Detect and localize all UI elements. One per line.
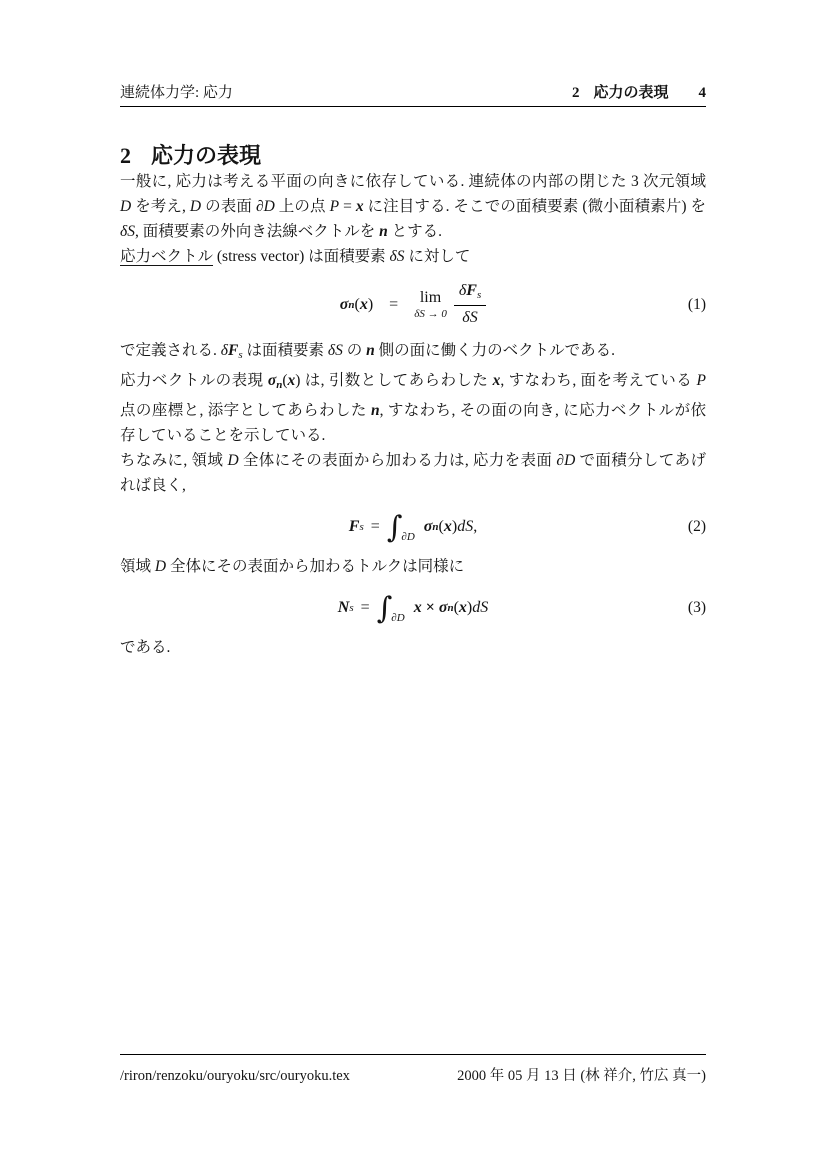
x-vector-arg: x (458, 599, 467, 617)
equation-3 (120, 591, 706, 625)
text-segment: に対して (404, 248, 471, 265)
footer-file-path: /riron/renzoku/ouryoku/src/ouryoku.tex (120, 1068, 350, 1084)
sigma-subscript-n: n (447, 602, 454, 615)
text-segment: 側の面に働く力のベクトルである. (374, 342, 615, 360)
fraction-numerator (454, 281, 486, 306)
integral-sign: ∫ (376, 591, 393, 627)
text-segment: で面積分してあげれば良く, (120, 452, 706, 495)
text-segment: (stress vector) は面積要素 (213, 248, 390, 265)
paragraph-def-continued (120, 338, 706, 368)
text-segment: x (287, 372, 296, 390)
text-segment: 上の点 (274, 198, 330, 215)
text-segment: , すなわち, その面の向き, に応力ベクトルが依存していることを示している. (120, 402, 706, 445)
text-segment: の (342, 342, 367, 360)
text-segment: 全体にその表面から加わるトルクは同様に (166, 558, 465, 576)
text-segment: ちなみに, 領域 (120, 452, 228, 470)
text-segment: 点の座標と, 添字としてあらわした (120, 402, 372, 420)
text-segment: δS (327, 342, 343, 360)
page-content (120, 84, 706, 660)
text-segment: D (227, 452, 239, 470)
text-segment: ∂D (556, 452, 576, 470)
text-segment: n (371, 402, 380, 420)
text-segment: , すなわち, 面を考えている (500, 372, 697, 390)
text-segment: D (154, 558, 167, 576)
equation-3-number: (3) (687, 599, 706, 617)
paragraph-notation-explanation (120, 368, 706, 448)
section-heading (120, 143, 706, 169)
equals-sign: = (360, 599, 370, 617)
lim-label: lim (419, 288, 442, 306)
dS-differential: dS (472, 599, 489, 617)
text-segment: x (492, 372, 501, 390)
text-segment: を考え, (131, 198, 190, 215)
cross-product-sign: × (425, 599, 435, 617)
integral-domain-boundary-D: ∂D (401, 531, 415, 544)
left-paren: ( (354, 295, 360, 313)
text-segment: σ (267, 372, 277, 390)
text-segment: の表面 (201, 198, 256, 215)
sigma-symbol: σ (438, 599, 448, 617)
left-paren: ( (453, 599, 459, 617)
right-paren: ) (466, 599, 473, 617)
text-segment: n (379, 223, 388, 240)
text-segment: , 面積要素の外向き法線ベクトルを (134, 223, 380, 240)
text-segment: 3 (631, 173, 639, 190)
text-segment: は, 引数としてあらわした (300, 372, 493, 390)
delta-S: δS (462, 308, 478, 326)
text-segment: である. (120, 639, 171, 657)
header-doc-title: 連続体力学: 応力 (120, 85, 233, 101)
text-segment: δS (389, 248, 405, 265)
equation-1-body (120, 281, 706, 328)
equation-1 (120, 281, 706, 328)
text-segment: 次元領域 (638, 173, 706, 190)
text-segment: とする. (387, 223, 442, 240)
paragraph-total-torque (120, 554, 706, 579)
F-subscript-s: s (476, 289, 482, 301)
equation-2-body (120, 510, 706, 544)
text-segment: s (238, 349, 243, 362)
paragraph-stress-vector-def (120, 244, 706, 269)
sigma-symbol: σ (423, 518, 433, 536)
header-page-number: 4 (698, 85, 706, 101)
comma: , (473, 518, 478, 536)
equation-1-number: (1) (687, 295, 706, 313)
footer-date-authors: 2000 年 05 月 13 日 (林 祥介, 竹広 真一) (457, 1068, 706, 1084)
equation-2-number: (2) (687, 518, 706, 536)
text-segment: ) (295, 372, 301, 390)
text-segment: ( (282, 372, 288, 390)
x-vector: x (413, 599, 422, 617)
text-segment: 全体にその表面から加わる力は, 応力を表面 (238, 452, 557, 470)
page-footer (120, 1054, 706, 1085)
lim-subscript: δS → 0 (414, 307, 447, 320)
text-segment: D (189, 198, 202, 215)
text-segment: 応力ベクトル (120, 248, 214, 265)
x-vector: x (359, 295, 368, 313)
text-segment: = (339, 198, 356, 215)
text-segment: に注目する. そこでの面積要素 (微小面積素片) を (363, 198, 706, 215)
paragraph-closing (120, 635, 706, 660)
text-segment: で定義される. (120, 342, 221, 360)
F-vector: F (466, 282, 477, 299)
text-segment: F (227, 342, 239, 360)
equation-2 (120, 510, 706, 544)
header-section-number: 2 (571, 85, 580, 101)
paragraph-intro (120, 169, 706, 244)
text-segment: P (329, 198, 340, 215)
delta-symbol: δ (458, 282, 467, 299)
dS-differential: dS (457, 518, 474, 536)
limit-operator (414, 290, 447, 320)
N-subscript-s: s (349, 602, 354, 615)
page-header (120, 84, 706, 107)
header-right (572, 84, 706, 102)
equals-sign: = (370, 518, 380, 536)
text-segment: D (120, 198, 132, 215)
text-segment: n (276, 379, 283, 392)
equals-sign: = (389, 295, 399, 313)
integral-sign: ∫ (386, 510, 403, 546)
text-segment: x (355, 198, 364, 215)
text-segment: 応力ベクトルの表現 (120, 372, 268, 390)
left-paren: ( (438, 518, 444, 536)
F-subscript-s: s (359, 521, 364, 534)
N-vector: N (337, 599, 350, 617)
fraction-denominator (457, 306, 482, 328)
x-vector: x (443, 518, 452, 536)
section-heading-number: 2 (120, 143, 131, 168)
text-segment: P (696, 372, 706, 390)
text-segment: 領域 (120, 558, 155, 576)
integral-domain-boundary-D: ∂D (391, 612, 405, 625)
F-vector: F (348, 518, 360, 536)
sigma-symbol: σ (339, 295, 349, 313)
section-heading-title: 応力の表現 (151, 143, 262, 168)
right-paren: ) (367, 295, 374, 313)
fraction (454, 281, 486, 328)
text-segment: は面積要素 (242, 342, 328, 360)
sigma-subscript-n: n (348, 298, 355, 311)
header-section-title: 応力の表現 (593, 85, 669, 101)
text-segment: δ (220, 342, 228, 360)
text-segment: n (366, 342, 375, 360)
text-segment: δS (120, 223, 135, 240)
header-section-ref (572, 84, 669, 102)
paragraph-total-force (120, 448, 706, 498)
equation-3-body (120, 591, 706, 625)
text-segment: ∂D (255, 198, 275, 215)
right-paren: ) (451, 518, 458, 536)
sigma-subscript-n: n (432, 521, 439, 534)
text-segment: 一般に, 応力は考える平面の向きに依存している. 連続体の内部の閉じた (120, 173, 632, 190)
